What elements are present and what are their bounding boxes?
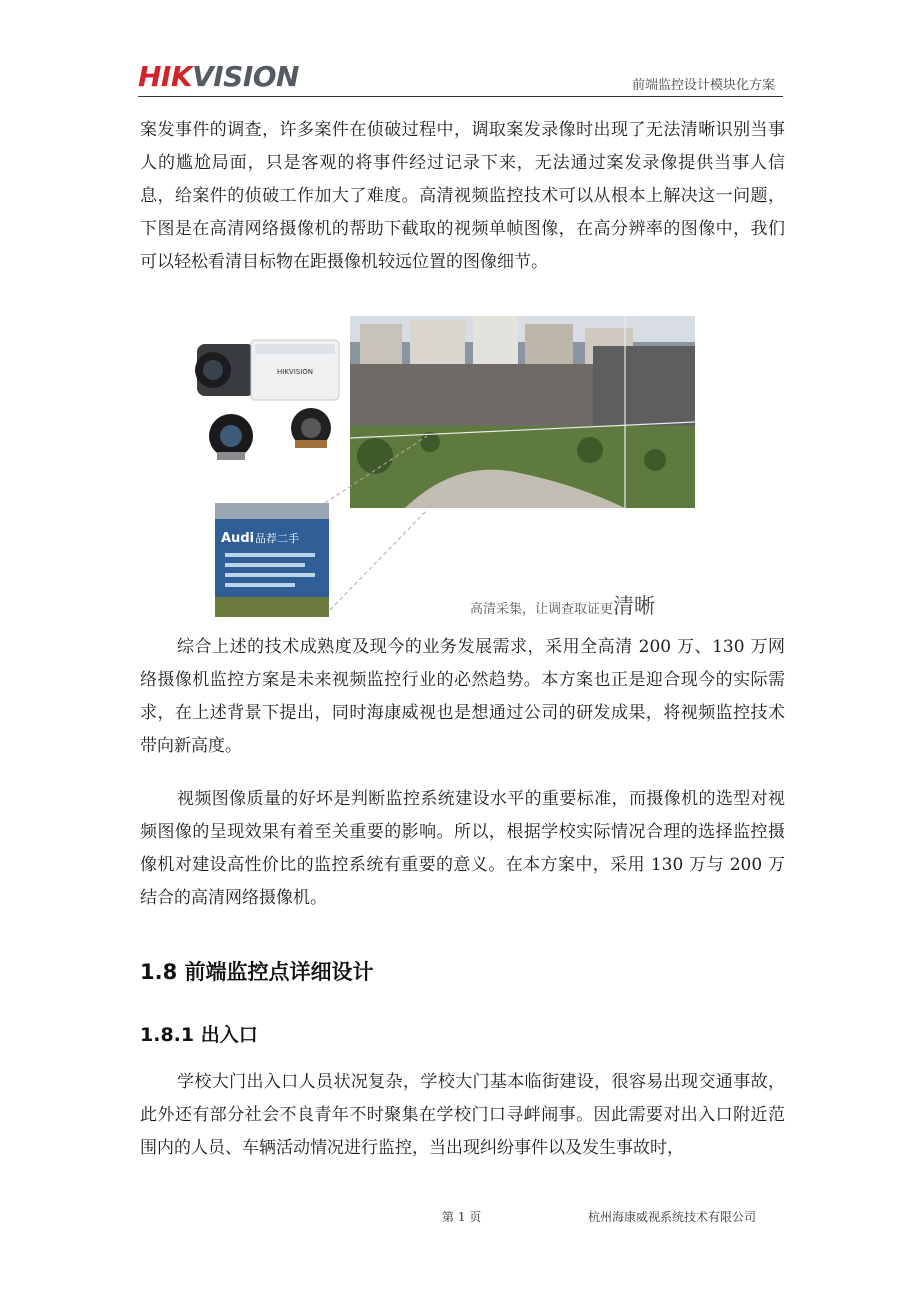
subsection-heading: 1.8.1 出入口: [140, 1024, 258, 1046]
camera-product-image: [195, 340, 339, 460]
paragraph-1: 案发事件的调查，许多案件在侦破过程中，调取案发录像时出现了无法清晰识别当事人的尴尬局面，只是客观的将事件经过记录下来，无法通过案发录像提供当事人信息，给案件的侦破工作加大了难度。高清视频监控技术可以从根本上解决这一问题，下图是在高清网络摄像机的帮助下截取的视频单帧图像，在高分辨率的图像中，我们可以轻松看清目标物在距摄像机较远位置的图像细节。: [140, 120, 785, 272]
page-header: [138, 60, 783, 97]
camera-brand-label: HIKVISION: [276, 368, 314, 376]
hd-surveillance-figure: [195, 310, 705, 622]
caption-text: 高清采集，让调查取证更: [470, 602, 614, 617]
caption-emphasis: 清晰: [613, 594, 656, 618]
paragraph-3: 视频图像质量的好坏是判断监控系统建设水平的重要标准，而摄像机的选型对视频图像的呈现效果有着至关重要的影响。所以，根据学校实际情况合理的选择监控摄像机对建设高性价比的监控系统有重要的意义。在本方案中，采用 130 万与 200 万结合的高清网络摄像机。: [140, 789, 785, 908]
hikvision-logo: [138, 60, 299, 94]
footer-company: 杭州海康威视系统技术有限公司: [588, 1210, 757, 1224]
sign-brand: Audi: [221, 531, 255, 546]
figure-caption: [470, 590, 655, 620]
document-title: 前端监控设计模块化方案: [631, 78, 775, 93]
logo-primary: HIK: [138, 60, 193, 93]
paragraph-2: 综合上述的技术成熟度及现今的业务发展需求，采用全高清 200 万、130 万网络摄像机监控方案是未来视频监控行业的必然趋势。本方案也正是迎合现今的实际需求，在上述背景下提出，同时海康威视也是想通过公司的研发成果，将视频监控技术带向新高度。: [140, 637, 785, 756]
hd-snapshot-image: [350, 316, 695, 508]
logo-secondary: VISION: [192, 60, 299, 93]
paragraph-4: 学校大门出入口人员状况复杂，学校大门基本临街建设，很容易出现交通事故，此外还有部分社会不良青年不时聚集在学校门口寻衅闹事。因此需要对出入口附近范围内的人员、车辆活动情况进行监控，当出现纠纷事件以及发生事故时，: [140, 1072, 785, 1158]
zoomed-sign-detail: [215, 503, 329, 617]
section-heading: 1.8 前端监控点详细设计: [140, 960, 374, 984]
sign-brand-cn: 品荐二手: [255, 532, 299, 545]
page-number: 第 1 页: [442, 1210, 482, 1224]
